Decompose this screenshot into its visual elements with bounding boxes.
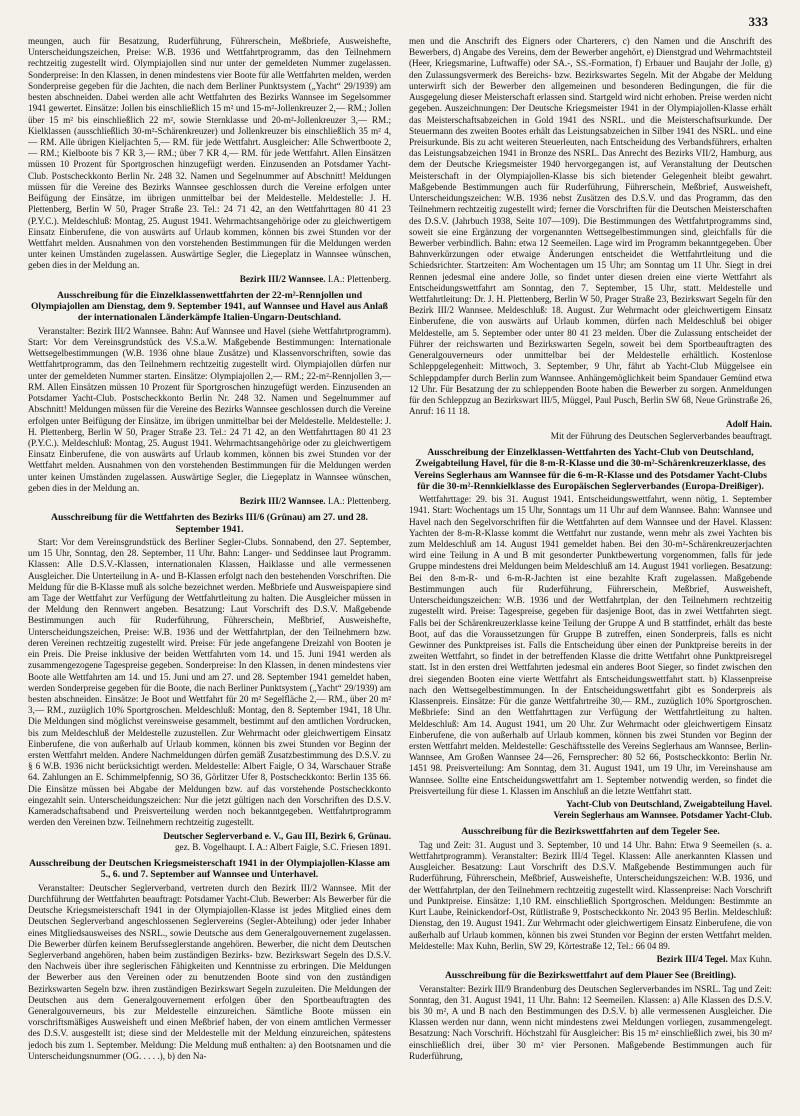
paragraph: meungen, auch für Besatzung, Ruderführung, Führerschein, Meßbriefe, Ausweishefte, Unterscheidungszeichen, Preise: W.B. 1936 und Wettfahrtprogramm, das den Teilnehmern rechtzeitig zugestellt wird. Olympiajollen sind nur unter der gemeldeten Nummer zugelassen. Sonderpreise: In den Klassen, in denen mindestens vier Boote für alle Wettfahrten melden, werden Sonderpreise gegeben für die Jachten, die nach dem Berliner Punktsystem („Yacht“ 29/1939) am besten abschneiden. Dabei werden alle acht Wettfahrten des Bezirks Wannsee im Segelsommer 1941 gewertet. Einsätze: Jollen bis einschließlich 15 m² und 15-m²-Jollenkreuzer 2,— RM.; Jollen über 15 m² bis einschließlich 22 m², sowie Sternklasse und 20-m²-Jollenkreuzer 3,— RM.; Kielklassen (ausschließlich 30-m²-Schärenkreuzer) und Jollenkreuzer bis einschließlich 35 m² 4,— RM. Alle übrigen Kieljachten 5,— RM. für jede Wettfahrt. Ausgleicher: Alle Schwertboote 2,— RM.; Kielboote bis 7 KR 3,— RM.; über 7 KR 4,— RM. für jede Wettfahrt. Allen Einsätzen müssen 10 Prozent für Sportgroschen hinzugefügt werden. Einzusenden an Potsdamer Yacht-Club. Postscheckkonto Berlin Nr. 248 32. Namen und Segelnummer auf Abschnitt! Meldungen müssen für die Vereine des Bezirks Wannsee geschlossen durch die Vereine erfolgen unter Beifügung der Einsätze, im übrigen unmittelbar bei der Meldestelle. Meldestelle: J. H. Plettenberg, Berlin W 50, Prager Straße 23. Tel.: 24 71 42, an den Wettfahrttagen 80 41 23 (P.Y.C.). Meldeschluß: Montag, 25. August 1941. Wehrmachtsangehörige oder zu gleichwertigem Einsatz Einberufene, die von auswärts auf Urlaub kommen, können bis zwei Stunden vor der Wettfahrt melden. Ausnahmen von den vorstehenden Bestimmungen für die Meldungen werden unter keinen Umständen zugelassen. Auswärtige Segler, die Liegeplatz in Wannsee wünschen, geben dies in der Meldung an. — [28, 36, 391, 271]
paragraph: Veranstalter: Deutscher Seglerverband, vertreten durch den Bezirk III/2 Wannsee. Mit der Durchführung der Wettfahrten beauftragt: Potsdamer Yacht-Club. Bewerber: Als Bewerber für die Deutsche Kriegsmeisterschaft 1941 in der Olympiajollen-Klasse ist jedes Mitglied eines dem Deutschen Seglerverband angeschlossenen Seglervereins (Segler-Abteilung) oder jeder Inhaber eines Mitgliedsausweises des NSRL., sowie Deutsche aus dem Generalgouvernement zugelassen. Die Bewerber dürfen keinem Berufsseglerstande angehören. Bewerber, die nicht dem Deutschen Seglerverband angehören, haben beim zuständigen Bezirks- bzw. Bezirkswart Segeln des D.S.V. den Nachweis über ihre seglerischen Fähigkeiten und Kenntnisse zu erbringen. Die Meldungen der Bewerber aus den Vereinen oder zu benutzenden Boote sind von den zuständigen Bezirkswarten Segeln bzw. ihren zuständigen Bezirkswart Segeln zuzuleiten. Die Meldungen der Deutschen aus dem Generalgouvernement erfolgen über den Sportbeauftragten des Generalgouverneurs, bis zur Meldestelle einzureichen. Sämtliche Boote müssen ein vorschriftsmäßiges Ausweisheft und einen Meßbrief haben, der von einem amtlichen Vermesser des D.S.V. ausgestellt ist; diese sind der Meldestelle mit der Meldung einzureichen, spätestens jedoch bis zum 1. September. Meldung: Die Meldung muß enthalten: a) den Bootsnamen und die Unterscheidungsnummer (OG. . . . .), b) den Na- — [28, 882, 391, 1061]
left-column — [28, 36, 391, 1106]
signature-org: Bezirk III/2 Wannsee. — [239, 496, 326, 507]
signature-name: Adolf Hain. — [726, 419, 772, 430]
section-heading: Ausschreibung für die Wettfahrten des Bezirks III/6 (Grünau) am 27. und 28. September 1941. — [51, 512, 368, 535]
article-columns — [28, 36, 772, 1106]
signature-org: Bezirk III/2 Wannsee. — [239, 273, 326, 284]
signature — [409, 954, 772, 965]
section-heading: Ausschreibung für die Bezirkswettfahrten auf dem Tegeler See. — [461, 826, 720, 838]
signature-name: Max Kuhn. — [730, 953, 772, 964]
paragraph: men und die Anschrift des Eigners oder Charterers, c) den Namen und die Anschrift des Bewerbers, d) Angabe des Vereins, dem der Bewerber angehört, e) Dienstgrad und Wehrmachtsteil (Heer, Kriegsmarine, Luftwaffe) oder SA.-, SS.-Formation, f) Erbauer und Baujahr der Jolle, g) den Zulassungsvermerk des Bereichs- bzw. Bezirkswartes Segeln. Mit der Abgabe der Meldung unterwirft sich der Bewerber den allgemeinen und besonderen Bedingungen, die für die Ausgegelung dieser Meisterschaft erlassen sind. Startgeld wird nicht erhoben. Preise werden nicht gegeben. Auszeichnungen: Der Deutsche Kriegsmeister 1941 in der Olympiajollen-Klasse erhält das Meisterschaftsabzeichen in Gold 1941 des NSRL. und die Meisterschaftsurkunde. Der Steuermann des zweiten Bootes erhält das Leistungsabzeichen in Silber 1941 des NSRL. und eine Preisurkunde. Bis zu acht weiteren Steuerleuten, nach Entscheidung des Verbandsführers, erhalten das Leistungsabzeichen 1941 in Bronze des NSRL. Das Anrecht des Bezirks VII/2, Hamburg, aus dem der Deutsche Kriegsmeister 1940 hervorgegangen ist, auf Veranstaltung der Deutschen Meisterschaft in der Olympiajollen-Klasse bis sich bietender Gelegenheit bleibt gewahrt. Maßgebende Bestimmungen auch für Ruderführung, Führerschein, Meßbrief, Ausweisheft, Unterscheidungszeichen: W.B. 1936 nebst Zusätzen des D.S.V. und das Programm, das den Teilnehmern rechtzeitig zugestellt wird; ferner die Vorschriften für die Deutschen Meisterschaften des D.S.V. (Jahrbuch 1938, Seite 107—109). Die Bestimmungen des Wettfahrtprogramms sind, soweit sie eine Ergänzung der vorgenannten Wettsegelbestimmungen sind, gleichfalls für die Bewerber verbindlich. Bahn: etwa 12 Seemeilen. Lage wird im Programm bekanntgegeben. Über Bahnverkürzungen oder etwaige Änderungen entscheidet die Wettfahrtleitung und die Schiedsrichter. Startzeiten: Am Wochentagen um 15 Uhr; am Sonntag um 11 Uhr. Siegt in drei Rennen jedesmal eine andere Jolle, so findet unter diesen dreien eine vierte Wettfahrt als Entscheidungswettfahrt am Sonntag, den 7. September, 15 Uhr, statt. Meldestelle und Wettfahrtleitung: Dr. J. H. Plettenberg, Berlin W 50, Prager Straße 23, Bezirkswart Segeln für den Bezirk III/2 Wannsee. Meldeschluß: 18. August. Zur Wehrmacht oder gleichwertigem Einsatz Einberufene, die von auswärts auf Urlaub kommen, dürfen nach Meldeschluß bei obiger Meldestelle, am 5. September oder unter 80 41 23 melden. Über die Zulassung entscheidet der Führer der reichswarten und Bezirkswarten Segeln, soweit bei dem Sportbeauftragten des Generalgouverneurs oder unmittelbar bei der Meldestelle erhältlich. Kostenlose Schleppgelegenheit: Mittwoch, 3. September, 9 Uhr, fährt ab Yacht-Club Müggelsee ein Schleppdampfer durch Berlin zum Wannsee. Anhängemöglichkeit beim Spandauer Gemünd etwa 12 Uhr. Für Besatzung der zu schleppenden Boote haben die Bewerber zu sorgen. Anmeldungen für den Schleppzug an Bezirkswart III/5, Müggel, Paul Pusch, Berlin SW 68, Neue Grünstraße 26, Anruf: 16 11 18. — [409, 36, 772, 417]
signature-org: Bezirk III/4 Tegel. — [656, 953, 728, 964]
signature-org: Verein Seglerhaus am Wannsee. Potsdamer Yacht-Club. — [553, 810, 772, 821]
paragraph: Start: Vor dem Vereinsgrundstück des Berliner Segler-Clubs. Sonnabend, den 27. September, um 15 Uhr, Sonntag, den 28. September, 11 Uhr. Bahn: Langer- und Seddinsee laut Programm. Klassen: Alle D.S.V.-Klassen, internationalen Klassen, Haiklasse und alle vermessenen Ausgleicher. Die Unterteilung in A- und B-Klassen erfolgt nach den bestehenden Vorschriften. Die Meldung für die B-Klasse muß als solche bezeichnet werden. Meßbriefe und Ausweispapiere sind am Tage der Wettfahrt zur Verfügung der Wettfahrtleitung zu halten. Die Ausgleicher müssen in der Meldung den Rennwert angeben. Besatzung: Laut Vorschrift des D.S.V. Maßgebende Bestimmungen auch für Ruderführung, Führerschein, Meßbrief, Ausweishefte, Unterscheidungszeichen, Preise: W.B. 1936 und der Wettfahrtplan, der den Teilnehmern bzw. deren Vereinen rechtzeitig zugestellt wird. Preise: Für jede angefangene Dreizahl von Booten je ein Preis. Die Preise inklusive der beiden Wettfahrten vom 14. und 15. Juni 1941 werden als zusammengezogene Tagespreise gegeben. Sonderpreise: In den Klassen, in denen mindestens vier Boote alle Wettfahrten am 14. und 15. Juni und am 27. und 28. September 1941 gemeldet haben, werden Sonderpreise gegeben für die Boote, die nach Berliner Punktsystem („Yacht“ 29/1939) am besten abschneiden. Einsätze: Je Boot und Wettfahrt für 20 m² Segelfläche 2,— RM., über 20 m² 3,— RM., zuzüglich 10% Sportgroschen. Meldeschluß: Montag, den 8. September 1941, 18 Uhr. Die Meldungen sind möglichst vereinsweise gesammelt, bestimmt auf den amtlichen Vordrucken, bis zum Meldeschluß der Meldestelle zuzustellen. Zur Wehrmacht oder gleichwertigem Einsatz Einberufene, die von außerhalb auf Urlaub kommen, können bis zwei Stunden vor Beginn der ersten Wettfahrt melden. Andere Nachmeldungen dürfen gemäß Zusatzbestimmung des D.S.V. zu § 6 W.B. 1936 nicht berücksichtigt werden. Meldestelle: Albert Faigle, O 34, Warschauer Straße 64. Zahlungen an E. Schimmelpfennig, SO 36, Görlitzer Ufer 8, Postscheckkonto: Berlin 135 66. Die Einsätze müssen bei Abgabe der Meldungen bzw. auf das vorstehende Postscheckkonto eingezahlt sein. Unterscheidungszeichen: Nur die jetzt gültigen nach den Vorschriften des D.S.V. Kameradschaftsabend und Preisverteilung werden noch bekanntgegeben. Wettfahrtprogramm werden den Vereinen bzw. Teilnehmern rechtzeitig zugestellt. — [28, 536, 391, 828]
paragraph: Tag und Zeit: 31. August und 3. September, 10 und 14 Uhr. Bahn: Etwa 9 Seemeilen (s. a. Wettfahrtprogramm). Veranstalter: Bezirk III/4 Tegel. Klassen: Alle anerkannten Klassen und Ausgleicher. Besatzung: Laut Vorschrift des D.S.V. Maßgebende Bestimmungen auch für Ruderführung, Führerschein, Meßbrief, Ausweishefte, Unterscheidungszeichen: W.B. 1936, und der Wettfahrtplan, der den Teilnehmern rechtzeitig zugestellt wird. Klassenpreise: Nach Vorschrift und Punktpreise. Einsätze: 1,10 RM. einschließlich Sportgroschen. Meldungen: Bestimmte an Kurt Laube, Reinickendorf-Ost, Rütlistraße 9, Postscheckkonto Nr. 2043 95 Berlin. Meldeschluß: Dienstag, den 19. August 1941. Zur Wehrmacht oder gleichwertigem Einsatz Einberufene, die von außerhalb auf Urlaub kommen, können bis zwei Stunden vor Beginn der ersten Wettfahrt melden. Meldestelle: Max Kuhn, Berlin, SW 29, Körtestraße 12, Tel.: 66 04 89. — [409, 839, 772, 951]
signature-name: I.A.: Plettenberg. — [327, 273, 391, 284]
signature-name: gez. B. Vogelhaupt. I. A.: Albert Faigle, S.C. Friesen 1891. — [174, 841, 391, 852]
section-heading: Ausschreibung der Einzelklassen-Wettfahrten des Yacht-Club von Deutschland, Zweigabteilung Havel, für die 8-m-R-Klasse und die 30-m²-Schärenkreuzerklasse, des Vereins Seglerhaus am Wannsee für die 6-m-R-Klasse und des Potsdamer Yacht-Clubs für die 30-m²-Rennkielklasse des Europäischen Seglerverbandes (Europa-Dreißiger). — [413, 446, 768, 492]
page-number: 333 — [748, 14, 768, 29]
section-heading: Ausschreibung der Deutschen Kriegsmeisterschaft 1941 in der Olympiajollen-Klasse am 5., 6. und 7. September auf Wannsee und Unterhavel. — [29, 858, 390, 881]
section-heading: Ausschreibung für die Einzelklassenwettfahrten der 22-m²-Rennjollen und Olympiajollen am Dienstag, dem 9. September 1941, auf Wannsee und Havel aus Anlaß der internationalen Länderkämpfe Italien-Ungarn-Deutschland. — [30, 289, 389, 324]
signature-name: I.A.: Plettenberg. — [327, 496, 391, 507]
signature — [28, 831, 391, 853]
paragraph: Veranstalter: Bezirk III/2 Wannsee. Bahn: Auf Wannsee und Havel (siehe Wettfahrtprogramm). Start: Vor dem Vereinsgrundstück des V.S.a.W. Maßgebende Bestimmungen: Internationale Wettsegelbestimmungen (W.B. 1936 ohne blaue Zusätze) und Klassenvorschriften, sowie das Wettfahrtprogramm, das den Teilnehmern rechtzeitig zugestellt wird. Olympiajollen dürfen nur unter der gemeldeten Nummer starten. Einsätze: Olympiajollen 2,— RM.; 22-m²-Rennjollen 3,— RM. Allen Einsätzen müssen 10 Prozent für Sportgroschen hinzugefügt werden. Einzusenden an Potsdamer Yacht-Club. Postscheckkonto Berlin Nr. 248 32. Namen und Segelnummer auf Abschnitt! Meldungen müssen für die Vereine des Bezirks Wannsee geschlossen durch die Vereine erfolgen unter Beifügung der Einsätze, im übrigen unmittelbar bei der Meldestelle. Meldestelle: J. H. Plettenberg, Berlin W 50, Prager Straße 23. Tel.: 24 71 42, an den Wettfahrttagen 80 41 23 (P.Y.C.). Meldeschluß: Montag, 25. August 1941. Wehrmachtsangehörige oder zu gleichwertigem Einsatz Einberufene, die von auswärts auf Urlaub kommen, können bis zwei Stunden vor der Wettfahrt melden. Ausnahmen von den vorstehenden Bestimmungen für die Meldungen werden unter keinen Umständen zugelassen. Auswärtige Segler, die Liegeplatz in Wannsee wünschen, geben dies in der Meldung an. — [28, 325, 391, 493]
signature — [409, 799, 772, 821]
right-column — [409, 36, 772, 1106]
signature — [28, 496, 391, 507]
section-heading: Ausschreibung für die Bezirkswettfahrt auf dem Plauer See (Breitling). — [444, 970, 737, 982]
signature-org: Deutscher Seglerverband e. V., Gau III, Bezirk 6, Grünau. — [163, 830, 391, 841]
paragraph: Wettfahrttage: 29. bis 31. August 1941. Entscheidungswettfahrt, wenn nötig, 1. September 1941. Start: Wochentags um 15 Uhr, Sonntags um 11 Uhr auf dem Wannsee. Bahn: Wannsee und Havel nach den Segelvorschriften für die Wettfahrten auf dem Wannsee und der Havel. Klassen: Yachten der 8-m-R-Klasse kommt die Wettfahrt nur zustande, wenn mehr als zwei Yachten bis zum Meldeschluß am 14. August 1941 gemeldet haben. Bei den 30-m²-Schärenkreuzerjachten wird eine Teilung in A und B mit gesonderter Punktbewertung vorgenommen, falls für jede Gruppe mindestens drei Meldungen beim Meldeschluß am 14. August 1941 vorliegen. Besatzung: Bei den 8-m-R- und 6-m-R-Jachten ist eine bezahlte Kraft zugelassen. Maßgebende Bestimmungen auch für Ruderführung, Führerschein, Meßbrief, Ausweisheft, Unterscheidungszeichen: W.B. 1936 und der Wettfahrtplan, der den Teilnehmern rechtzeitig zugestellt wird. Preise: Tagespreise, gegeben für dasjenige Boot, das in zwei Wettfahrten siegt. Falls bei der Schärenkreuzerklasse keine Teilung der Gruppe A und B stattfindet, erhält das beste Boot, auf das die Voraussetzungen für Gruppe B zutreffen, einen Sonderpreis, falls es nicht Gewinner des Punktpreises ist. Falls die Entscheidung über einen der Punktpreise bereits in der zweiten Wettfahrt, so findet in der betreffenden Klasse die dritte Wettfahrt ohne Punktpreisregel statt. Ist in den ersten drei Wettfahrten jedesmal ein anderes Boot Sieger, so findet zwischen den drei siegenden Booten eine vierte Wettfahrt als Entscheidungswettfahrt statt. b) Klassenpreise nach den Wettsegelbestimmungen. In der Entscheidungswettfahrt gibt es Sonderpreis als Klassenpreis. Einsätze: Für die ganze Wettfahrtreihe 30,— RM., zuzüglich 10% Sportgroschen. Meßbriefe: Sind an den Wettfahrttagen zur Verfügung der Wettfahrtleitung zu halten. Meldeschluß: Am 14. August 1941, um 20 Uhr. Zur Wehrmacht oder gleichwertigem Einsatz Einberufene, die von außerhalb auf Urlaub kommen, können bis zwei Stunden vor Beginn der ersten Wettfahrt melden. Meldestelle: Geschäftsstelle des Vereins Seglerhaus am Wannsee, Berlin-Wannsee, Am Großen Wannsee 24—26, Fernsprecher: 80 52 66, Postscheckkonto: Berlin Nr. 1451 98. Preisverteilung: Am Sonntag, dem 31. August 1941, um 19 Uhr, im Vereinshause am Wannsee. Sollte eine Entscheidungswettfahrt am 1. September notwendig werden, so findet die Preisverteilung für diese 1. Klassen im Anschluß an die letzte Wettfahrt statt. — [409, 494, 772, 796]
signature — [28, 274, 391, 285]
signature-org: Yacht-Club von Deutschland, Zweigabteilung Havel. — [566, 799, 772, 810]
signature-role: Mit der Führung des Deutschen Seglerverbandes beauftragt. — [550, 430, 772, 441]
paragraph: Veranstalter: Bezirk III/9 Brandenburg des Deutschen Seglerverbandes im NSRL. Tag und Zeit: Sonntag, den 31. August 1941, 11 Uhr. Bahn: 12 Seemeilen. Klassen: a) Alle Klassen des D.S.V. bis 30 m², A und B nach den Bestimmungen des D.S.V. b) alle vermessenen Ausgleicher. Die Klassen werden nur dann, wenn nicht mindestens zwei Meldungen vorliegen, zusammengelegt. Besatzung: Nach Vorschrift. Höchstzahl für Ausgleicher: Bis 15 m² einschließlich zwei, bis 30 m² einschließlich drei, über 30 m² vier Personen. Maßgebende Bestimmungen auch für Ruderführung, — [409, 983, 772, 1061]
signature — [409, 419, 772, 441]
